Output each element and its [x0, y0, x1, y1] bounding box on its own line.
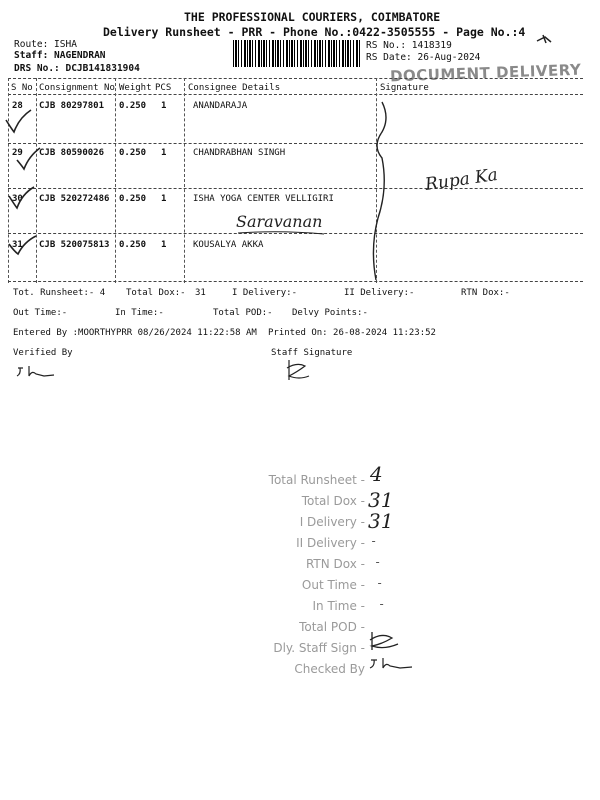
row-rule	[8, 188, 583, 189]
verifier-initials-mark	[14, 364, 60, 380]
row-weight: 0.250	[119, 194, 147, 204]
table-top-rule	[8, 78, 583, 79]
stamp-label: Checked By	[294, 662, 365, 676]
stamp-label: II Delivery -	[296, 536, 365, 550]
tick-mark-icon	[6, 186, 36, 210]
table-bottom-rule	[8, 281, 583, 282]
ii-delivery: II Delivery:-	[344, 288, 415, 298]
row-pcs: 1	[161, 240, 167, 250]
row-consignment: CJB 80297801	[39, 101, 105, 111]
stamp-label: In Time -	[312, 599, 365, 613]
rtn-dox: RTN Dox:-	[461, 288, 510, 298]
tot-runsheet: Tot. Runsheet:- 4	[13, 288, 106, 298]
th-sno: S No	[11, 83, 33, 93]
tick-mark-icon	[14, 146, 42, 172]
th-consignment: Consignment No	[39, 83, 115, 93]
table-header-rule	[8, 94, 583, 95]
printed-on: Printed On: 26-08-2024 11:23:52	[268, 328, 436, 338]
stamp-label: Dly. Staff Sign -	[273, 641, 365, 655]
row-sno: 31	[12, 240, 23, 250]
row-consignee: CHANDRABHAN SINGH	[193, 148, 286, 158]
signature-bracket-stroke	[368, 98, 398, 283]
th-pcs: PCS	[155, 83, 172, 93]
row-consignment: CJB 520075813	[39, 240, 110, 250]
row-consignee: ISHA YOGA CENTER VELLIGIRI	[193, 194, 334, 204]
stamp-label: Total Dox -	[301, 494, 365, 508]
handwritten-signature: Rupa Ka	[423, 165, 500, 195]
stamp-label: Total POD -	[299, 620, 365, 634]
row-pcs: 1	[161, 101, 167, 111]
stamp-value-handwritten: -	[370, 534, 378, 548]
row-weight: 0.250	[119, 240, 147, 250]
row-pcs: 1	[161, 194, 167, 204]
rs-number: RS No.: 1418319	[366, 40, 452, 51]
rs-date: RS Date: 26-Aug-2024	[366, 52, 481, 63]
verified-by: Verified By	[13, 348, 73, 358]
th-signature: Signature	[380, 83, 429, 93]
total-dox: Total Dox:-	[126, 288, 186, 298]
row-consignee: KOUSALYA AKKA	[193, 240, 264, 250]
document-delivery-stamp: DOCUMENT DELIVERY	[389, 60, 582, 86]
row-weight: 0.250	[119, 101, 147, 111]
stamp-value-handwritten: 31	[368, 488, 394, 512]
row-pcs: 1	[161, 148, 167, 158]
entered-by: Entered By :MOORTHYPRR 08/26/2024 11:22:58 AM	[13, 328, 257, 338]
total-pod: Total POD:-	[213, 308, 273, 318]
stamp-label: Total Runsheet -	[268, 473, 365, 487]
in-time: In Time:-	[115, 308, 164, 318]
row-sno: 29	[12, 148, 23, 158]
handwritten-name: Saravanan	[236, 212, 323, 231]
col-divider-2	[115, 78, 116, 283]
th-weight: Weight	[119, 83, 152, 93]
barcode	[233, 40, 361, 67]
top-scribble-mark	[535, 33, 555, 47]
company-title: THE PROFESSIONAL COURIERS, COIMBATORE	[184, 10, 441, 24]
stamp-label: RTN Dox -	[305, 557, 365, 571]
row-consignee: ANANDARAJA	[193, 101, 248, 111]
staff-signature-mark	[283, 358, 313, 384]
i-delivery: I Delivery:-	[232, 288, 298, 298]
row-sno: 28	[12, 101, 23, 111]
row-consignment: CJB 80590026	[39, 148, 105, 158]
row-rule	[8, 143, 583, 144]
delvy-points: Delvy Points:-	[292, 308, 368, 318]
row-consignment: CJB 520272486	[39, 194, 110, 204]
stamp-label: I Delivery -	[299, 515, 365, 529]
staff-signature: Staff Signature	[271, 348, 353, 358]
runsheet-subtitle: Delivery Runsheet - PRR - Phone No.:0422-3505555 - Page No.:4	[103, 25, 526, 39]
stamp-value-handwritten: 4	[370, 462, 383, 486]
row-sno: 30	[12, 194, 23, 204]
col-divider-3	[184, 78, 185, 283]
stamp-label: Out Time -	[301, 578, 365, 592]
stamp-value-handwritten: -	[374, 555, 382, 569]
row-weight: 0.250	[119, 148, 147, 158]
out-time: Out Time:-	[13, 308, 68, 318]
stamp-staff-signature-mark	[366, 630, 402, 654]
th-consignee: Consignee Details	[188, 83, 281, 93]
name-underline-stroke	[236, 230, 326, 236]
stamp-value-handwritten: -	[376, 576, 384, 590]
stamp-checked-initials-mark	[368, 656, 416, 672]
route-label: Route: ISHA	[14, 39, 77, 50]
stamp-value-handwritten: -	[378, 597, 386, 611]
total-dox-value: 31	[195, 288, 206, 298]
tick-mark-icon	[3, 108, 33, 134]
stamp-value-handwritten: 31	[368, 509, 394, 533]
tick-mark-icon	[6, 234, 38, 256]
staff-label: Staff: NAGENDRAN	[14, 50, 106, 61]
drs-number: DRS No.: DCJB141831904	[14, 63, 140, 74]
